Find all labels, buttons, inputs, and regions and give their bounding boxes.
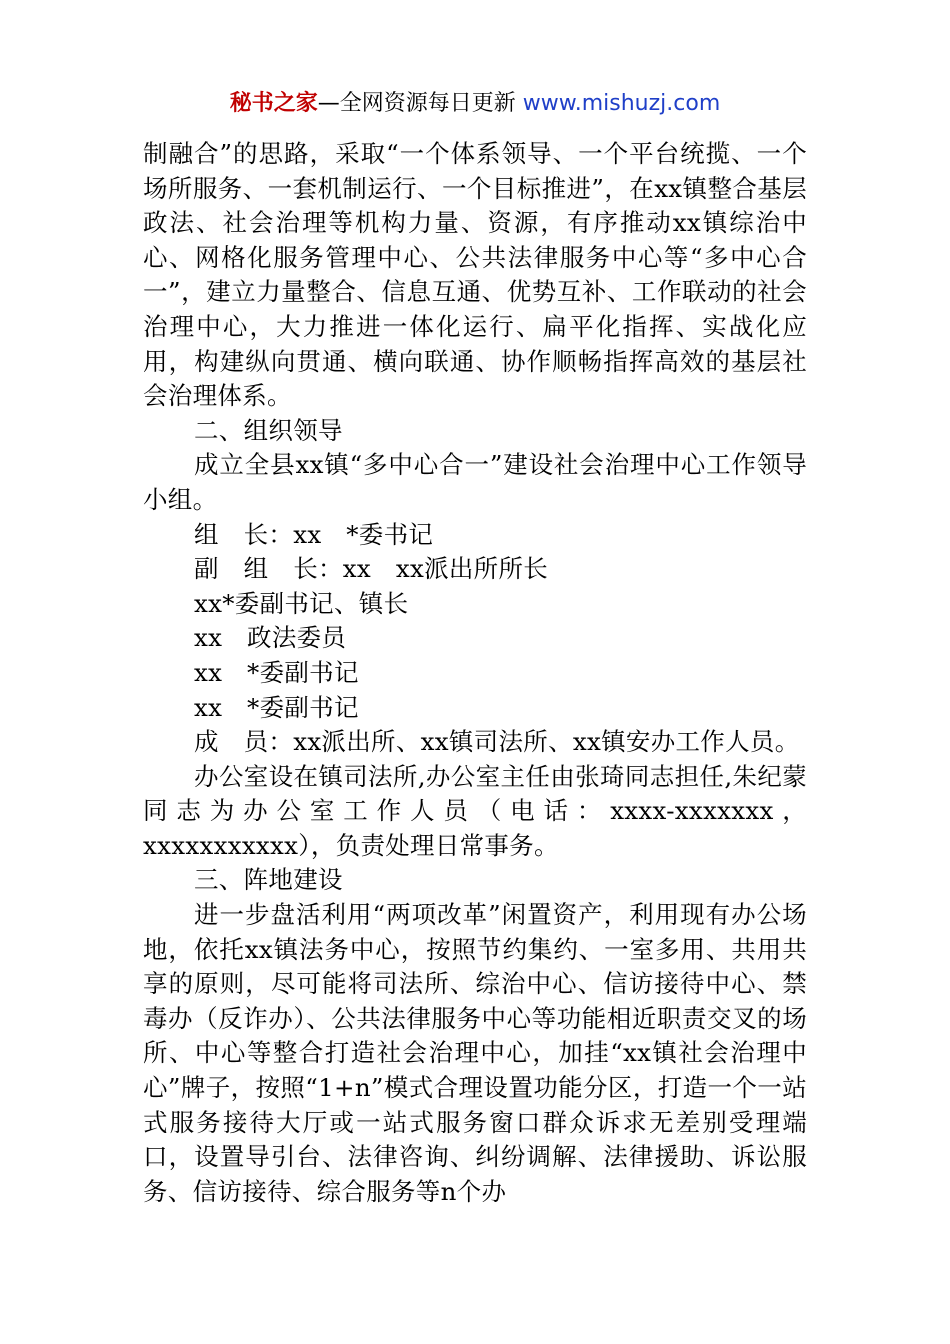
header-url[interactable]: www.mishuzj.com <box>522 91 721 116</box>
member-line-deputy-5: xx *委副书记 <box>194 692 359 722</box>
paragraph-office: 办公室设在镇司法所,办公室主任由张琦同志担任,朱纪蒙同志为办公室工作人员（电话：xxxx-xxxxxxx，xxxxxxxxxxx），负责处理日常事务。 <box>143 761 807 860</box>
member-line-members: 成 员：xx派出所、xx镇司法所、xx镇安办工作人员。 <box>194 727 800 757</box>
page-header <box>0 88 950 120</box>
paragraph-intro-continued: 制融合”的思路，采取“一个体系领导、一个平台统揽、一个场所服务、一套机制运行、一个目标推进”，在xx镇整合基层政法、社会治理等机构力量、资源，有序推动xx镇综治中心、网格化服务管理中心、公共法律服务中心等“多中心合一”，建立力量整合、信息互通、优势互补、工作联动的社会治理中心，大力推进一体化运行、扁平化指挥、实战化应用，构建纵向贯通、横向联通、协作顺畅指挥高效的基层社会治理体系。 <box>143 139 807 411</box>
member-line-deputy-4: xx *委副书记 <box>194 657 359 687</box>
document-body <box>143 137 807 1209</box>
paragraph-leading-group: 成立全县xx镇“多中心合一”建设社会治理中心工作领导小组。 <box>143 450 807 514</box>
member-line-deputy-leader: 副 组 长：xx xx派出所所长 <box>194 554 549 584</box>
member-line-deputy-2: xx*委副书记、镇长 <box>194 588 409 618</box>
paragraph-facility: 进一步盘活利用“两项改革”闲置资产，利用现有办公场地，依托xx镇法务中心，按照节约集约、一室多用、共用共享的原则，尽可能将司法所、综治中心、信访接待中心、禁毒办（反诈办）、公共法律服务中心等功能相近职责交叉的场所、中心等整合打造社会治理中心，加挂“xx镇社会治理中心”牌子，按照“1+n”模式合理设置功能分区，打造一个一站式服务接待大厅或一站式服务窗口群众诉求无差别受理端口，设置导引台、法律咨询、纠纷调解、法律援助、诉讼服务、信访接待、综合服务等n个办 <box>143 900 807 1206</box>
member-line-deputy-3: xx 政法委员 <box>194 623 347 653</box>
section-heading-facility: 三、阵地建设 <box>194 865 343 895</box>
member-line-leader: 组 长：xx *委书记 <box>194 519 434 549</box>
section-heading-organization: 二、组织领导 <box>194 415 343 445</box>
header-slogan: —全网资源每日更新 <box>317 91 523 116</box>
header-brand: 秘书之家 <box>229 91 318 116</box>
